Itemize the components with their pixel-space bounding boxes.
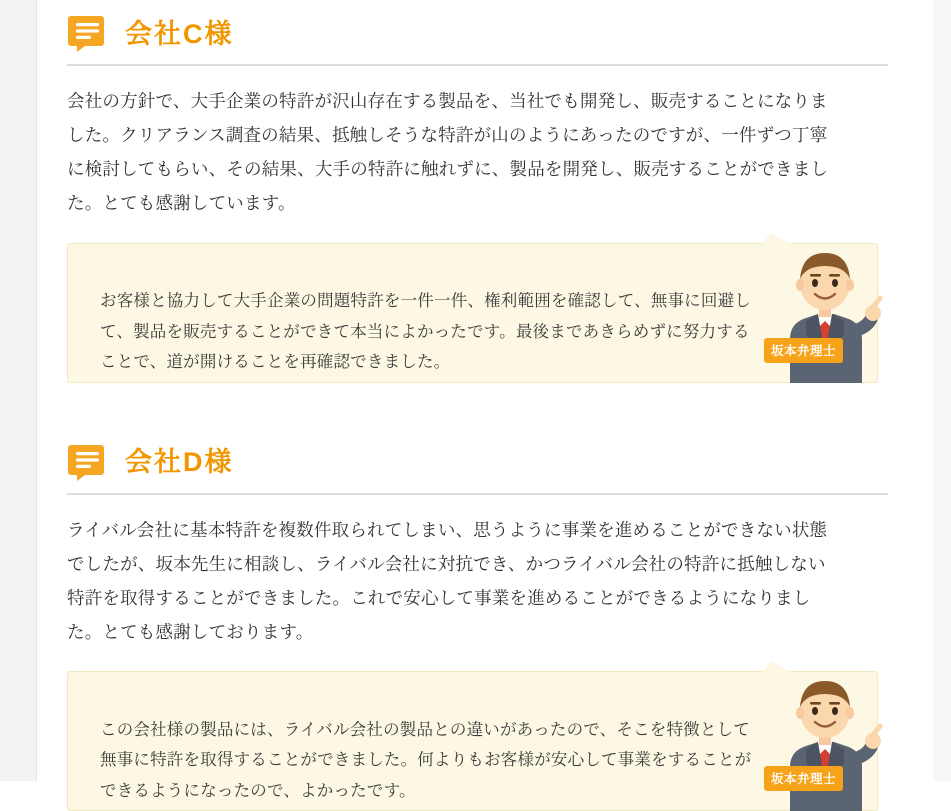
attorney-comment bbox=[67, 243, 878, 383]
testimonial-block bbox=[67, 14, 903, 383]
comment-bubble bbox=[67, 671, 878, 811]
testimonial-body: ライバル会社に基本特許を複数件取られてしまい、思うように事業を進めることができない状態でしたが、坂本先生に相談し、ライバル会社に対抗でき、かつライバル会社の特許に抵触しない特許を取得することができました。これで安心して事業を進めることができるようになりました。とても感謝しております。 bbox=[67, 513, 833, 650]
document-lines-icon bbox=[67, 443, 111, 483]
comment-text: この会社様の製品には、ライバル会社の製品との違いがあったので、そこを特徴として無事に特許を取得することができました。何よりもお客様が安心して事業をすることができるようになったので、よかったです。 bbox=[100, 715, 758, 807]
page-left-margin bbox=[0, 0, 36, 781]
testimonial-block bbox=[67, 443, 903, 811]
comment-bubble bbox=[67, 243, 878, 383]
testimonial-body: 会社の方針で、大手企業の特許が沢山存在する製品を、当社でも開発し、販売することになりました。クリアランス調査の結果、抵触しそうな特許が山のようにあったのですが、一件ずつ丁寧に検討してもらい、その結果、大手の特許に触れずに、製品を開発し、販売することができました。とても感謝しています。 bbox=[67, 84, 833, 221]
testimonial-title: 会社C様 bbox=[125, 21, 234, 48]
document-content bbox=[37, 0, 933, 781]
page-right-margin bbox=[933, 0, 951, 781]
attorney-name-badge: 坂本弁理士 bbox=[764, 338, 843, 363]
attorney-name-badge: 坂本弁理士 bbox=[764, 766, 843, 791]
comment-text: お客様と協力して大手企業の問題特許を一件一件、権利範囲を確認して、無事に回避して、製品を販売することができて本当によかったです。最後まであきらめずに努力することで、道が開けることを再確認できました。 bbox=[100, 286, 758, 378]
testimonial-title: 会社D様 bbox=[125, 449, 234, 476]
testimonial-heading bbox=[67, 14, 888, 66]
attorney-comment bbox=[67, 671, 878, 811]
attorney-illustration bbox=[762, 231, 884, 383]
testimonial-heading bbox=[67, 443, 888, 495]
attorney-illustration bbox=[762, 659, 884, 811]
document-lines-icon bbox=[67, 14, 111, 54]
